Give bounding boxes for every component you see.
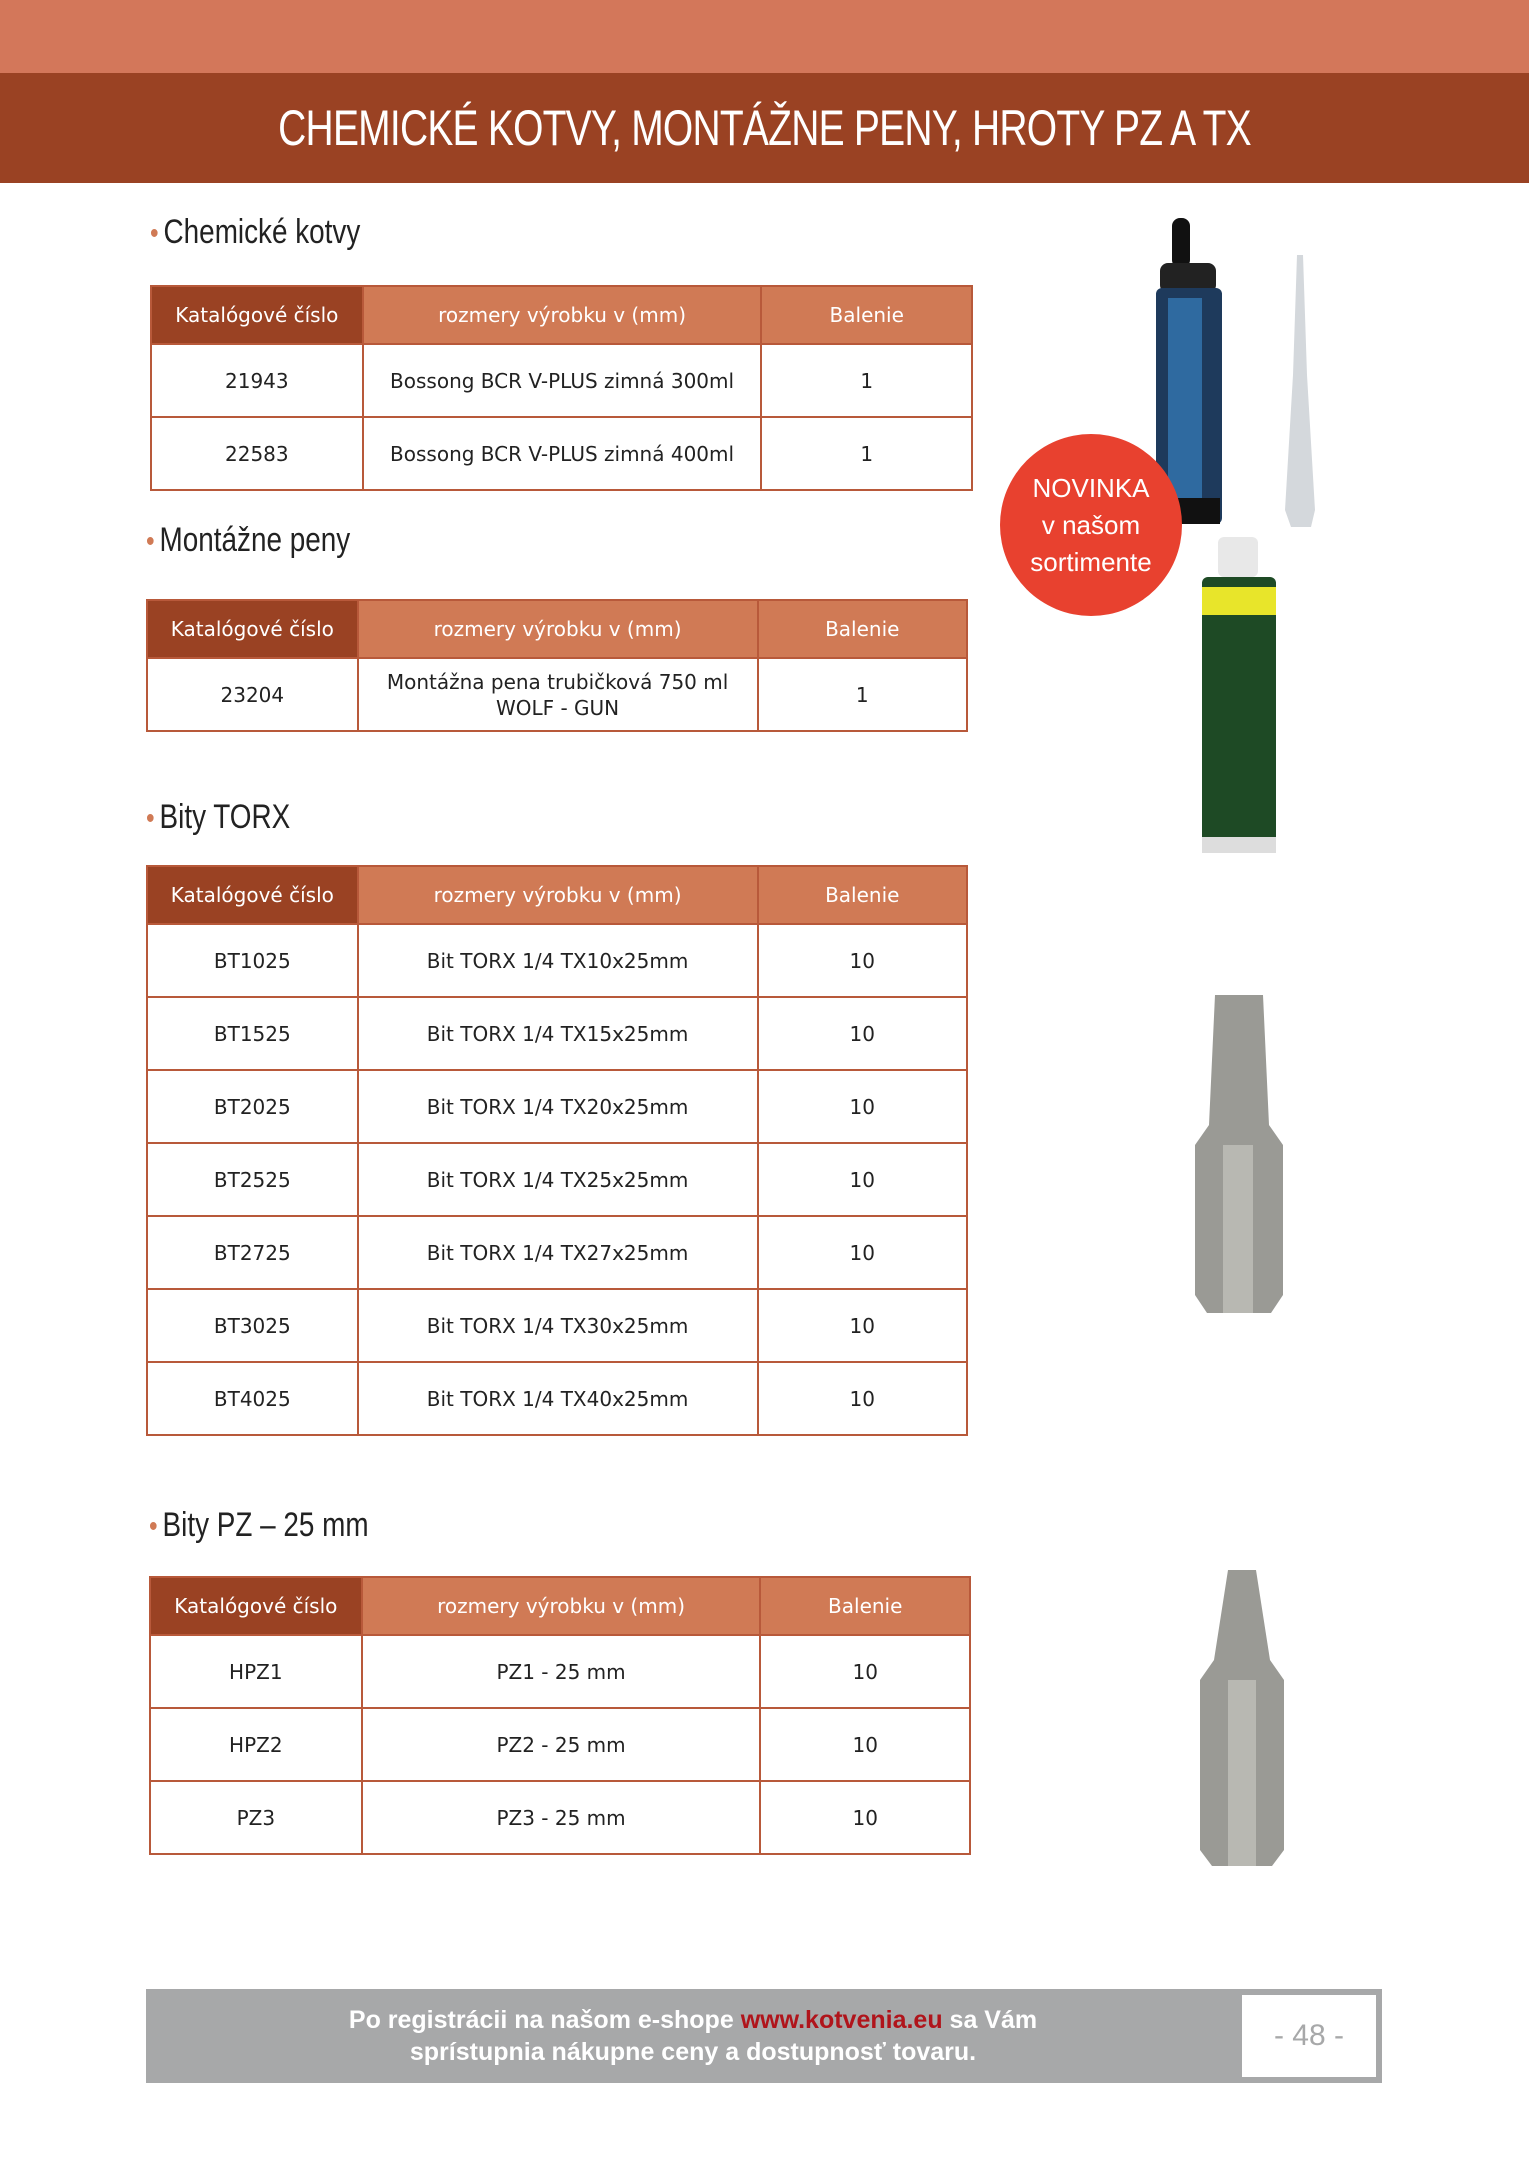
table-row	[147, 1362, 967, 1435]
badge-line: sortimente	[1030, 546, 1152, 577]
column-header: Balenie	[758, 600, 968, 658]
section-title: Montážne peny	[159, 521, 351, 559]
table-cell: HPZ2	[150, 1708, 362, 1781]
table-cell: Bossong BCR V-PLUS zimná 300ml	[363, 344, 762, 417]
section-title: Bity TORX	[159, 798, 291, 836]
table-cell: 10	[758, 997, 967, 1070]
table-cell: Bit TORX 1/4 TX25x25mm	[358, 1143, 758, 1216]
table-cell: BT1025	[147, 924, 358, 997]
column-header: Katalógové číslo	[151, 286, 363, 344]
table-cell: 10	[758, 1289, 967, 1362]
table-row	[147, 1216, 967, 1289]
top-band	[0, 0, 1529, 73]
table-cell: Bit TORX 1/4 TX10x25mm	[358, 924, 758, 997]
table-cell: Bit TORX 1/4 TX27x25mm	[358, 1216, 758, 1289]
page-number: - 48 -	[1242, 1995, 1376, 2077]
table-row	[147, 1289, 967, 1362]
table-cell: 10	[758, 924, 967, 997]
title-bar	[0, 73, 1529, 183]
section-heading	[146, 521, 350, 560]
table-cell: BT1525	[147, 997, 358, 1070]
torx-bit-image	[1193, 995, 1285, 1315]
product-table	[146, 865, 968, 1436]
table-row	[151, 417, 972, 490]
table-cell: Bit TORX 1/4 TX15x25mm	[358, 997, 758, 1070]
foam-can-image	[1198, 537, 1280, 857]
column-header: rozmery výrobku v (mm)	[358, 866, 758, 924]
table-row	[150, 1781, 970, 1854]
table-header	[151, 286, 972, 344]
table-cell: 1	[761, 344, 972, 417]
section-title: Chemické kotvy	[163, 213, 361, 251]
column-header: Katalógové číslo	[147, 866, 358, 924]
table-row	[150, 1635, 970, 1708]
product-table	[150, 285, 973, 491]
table-cell: Bit TORX 1/4 TX40x25mm	[358, 1362, 758, 1435]
table-cell: 10	[758, 1070, 967, 1143]
table-cell: PZ2 - 25 mm	[362, 1708, 761, 1781]
column-header: Balenie	[761, 286, 972, 344]
table-cell: BT3025	[147, 1289, 358, 1362]
product-table	[149, 1576, 971, 1855]
table-cell: 10	[758, 1362, 967, 1435]
bullet-icon: •	[146, 525, 155, 558]
new-badge	[1000, 434, 1182, 616]
column-header: rozmery výrobku v (mm)	[358, 600, 758, 658]
column-header: rozmery výrobku v (mm)	[362, 1577, 761, 1635]
table-cell: 10	[760, 1708, 970, 1781]
table-cell: BT4025	[147, 1362, 358, 1435]
table-cell: 10	[758, 1143, 967, 1216]
table-header	[150, 1577, 970, 1635]
table-cell: PZ1 - 25 mm	[362, 1635, 761, 1708]
badge-line: NOVINKA	[1032, 472, 1150, 503]
mixing-nozzle-image	[1281, 255, 1321, 530]
column-header: Balenie	[760, 1577, 970, 1635]
table-cell: 1	[761, 417, 972, 490]
column-header: Balenie	[758, 866, 967, 924]
column-header: rozmery výrobku v (mm)	[363, 286, 762, 344]
column-header: Katalógové číslo	[150, 1577, 362, 1635]
table-row	[147, 997, 967, 1070]
product-table	[146, 599, 968, 732]
bullet-icon: •	[149, 1510, 158, 1543]
eshop-link[interactable]: www.kotvenia.eu	[740, 2006, 943, 2034]
table-cell: 22583	[151, 417, 363, 490]
table-row	[150, 1708, 970, 1781]
pz-bit-image	[1198, 1570, 1286, 1868]
table-cell: 23204	[147, 658, 358, 731]
table-cell: HPZ1	[150, 1635, 362, 1708]
footer-text: sprístupnia nákupne ceny a dostupnosť tovaru.	[409, 2038, 977, 2066]
badge-line: v našom	[1041, 509, 1141, 540]
table-cell: Bossong BCR V-PLUS zimná 400ml	[363, 417, 762, 490]
footer-text: Po registrácii na našom e-shope	[348, 2006, 741, 2034]
section-heading	[150, 213, 360, 252]
column-header: Katalógové číslo	[147, 600, 358, 658]
table-header	[147, 600, 967, 658]
table-cell: 10	[760, 1781, 970, 1854]
table-cell: 1	[758, 658, 968, 731]
table-row	[147, 658, 967, 731]
footer-bar	[146, 1989, 1382, 2083]
table-cell: BT2025	[147, 1070, 358, 1143]
bullet-icon: •	[150, 217, 159, 250]
table-row	[147, 1143, 967, 1216]
section-heading	[149, 1506, 369, 1545]
table-row	[147, 1070, 967, 1143]
table-cell: Bit TORX 1/4 TX30x25mm	[358, 1289, 758, 1362]
table-cell: Bit TORX 1/4 TX20x25mm	[358, 1070, 758, 1143]
table-cell: PZ3	[150, 1781, 362, 1854]
table-header	[147, 866, 967, 924]
table-row	[151, 344, 972, 417]
table-cell: PZ3 - 25 mm	[362, 1781, 761, 1854]
footer-text: sa Vám	[942, 2006, 1038, 2034]
table-cell: 21943	[151, 344, 363, 417]
table-row	[147, 924, 967, 997]
table-cell: Montážna pena trubičková 750 ml WOLF - GUN	[358, 658, 758, 731]
section-title: Bity PZ – 25 mm	[162, 1506, 369, 1544]
table-cell: BT2725	[147, 1216, 358, 1289]
page-title: CHEMICKÉ KOTVY, MONTÁŽNE PENY, HROTY PZ A TX	[278, 100, 1251, 156]
table-cell: 10	[758, 1216, 967, 1289]
section-heading	[146, 798, 290, 837]
table-cell: BT2525	[147, 1143, 358, 1216]
table-cell: 10	[760, 1635, 970, 1708]
bullet-icon: •	[146, 802, 155, 835]
